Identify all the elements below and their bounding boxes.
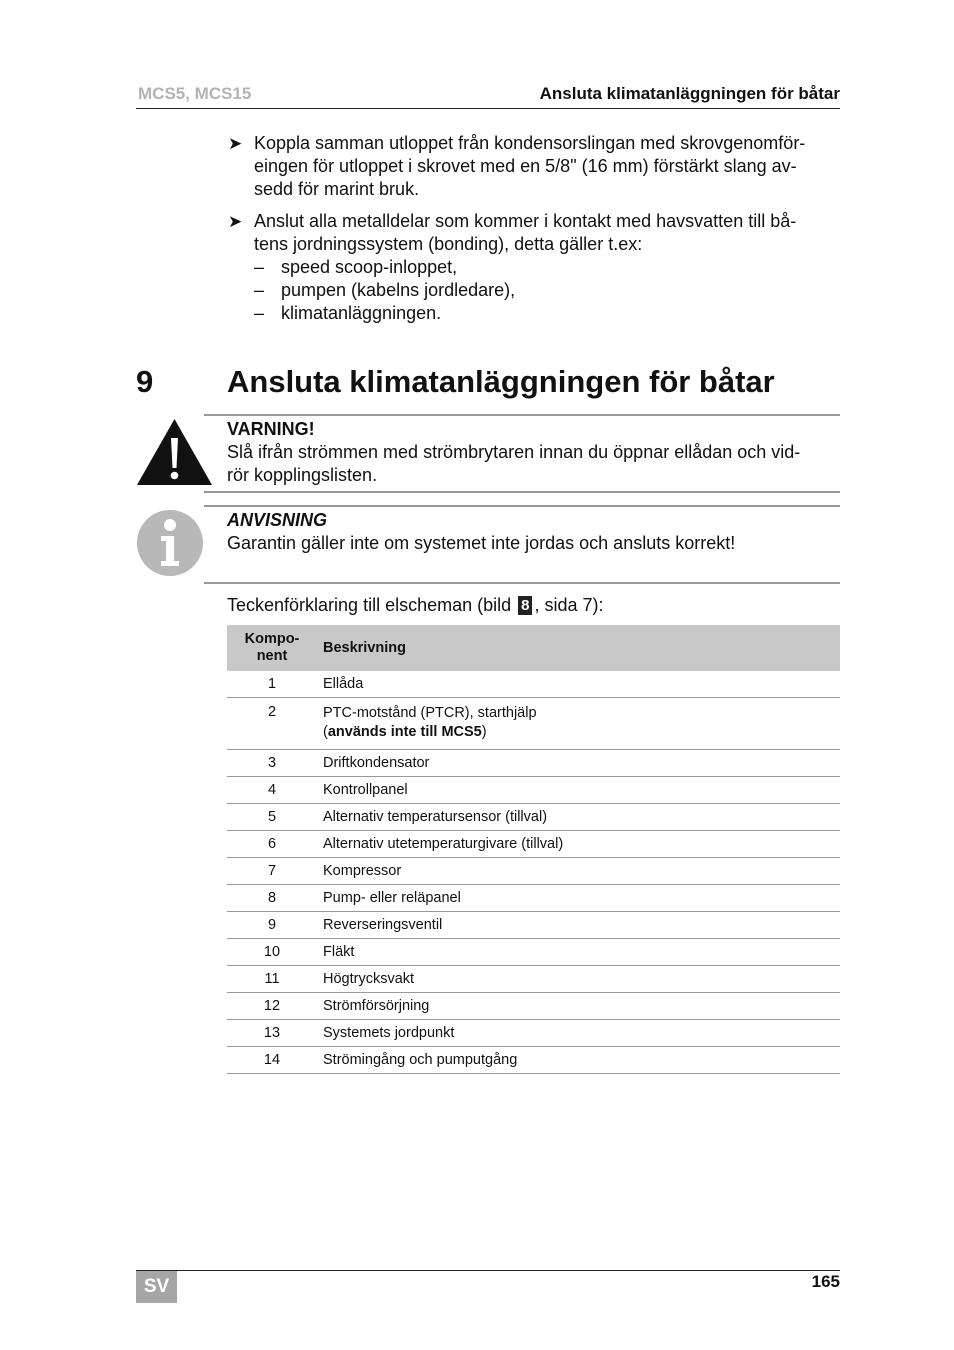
component-number: 7 bbox=[227, 858, 317, 885]
bullet-2-line: Anslut alla metalldelar som kommer i kontakt med havsvatten till bå- bbox=[254, 211, 797, 231]
table-row bbox=[227, 912, 840, 939]
legend-caption: Teckenförklaring till elscheman (bild 8 , sida 7): bbox=[227, 595, 604, 615]
component-number: 8 bbox=[227, 885, 317, 912]
table-row bbox=[227, 939, 840, 966]
component-description: Strömingång och pumputgång bbox=[317, 1047, 840, 1074]
component-description: Kontrollpanel bbox=[317, 777, 840, 804]
component-number: 2 bbox=[227, 698, 317, 750]
bullet-2-line: tens jordningssystem (bonding), detta gäller t.ex: bbox=[254, 234, 643, 254]
component-number: 10 bbox=[227, 939, 317, 966]
component-description: Ellåda bbox=[317, 671, 840, 698]
table-row bbox=[227, 777, 840, 804]
warning-triangle-icon bbox=[136, 418, 213, 486]
component-number: 14 bbox=[227, 1047, 317, 1074]
component-description: Fläkt bbox=[317, 939, 840, 966]
note-title: ANVISNING bbox=[227, 510, 328, 530]
table-row bbox=[227, 1020, 840, 1047]
warning-title: VARNING! bbox=[227, 419, 315, 439]
component-number: 11 bbox=[227, 966, 317, 993]
language-badge: SV bbox=[136, 1271, 177, 1303]
arrow-bullet-icon: ➤ bbox=[228, 212, 243, 231]
sub-list-item: – speed scoop-inloppet, bbox=[254, 257, 458, 277]
info-icon bbox=[136, 509, 204, 577]
instruction-bullet-2 bbox=[228, 210, 842, 256]
bullet-1-line: sedd för marint bruk. bbox=[254, 179, 420, 199]
table-row bbox=[227, 1047, 840, 1074]
header-model: MCS5, MCS15 bbox=[138, 84, 252, 103]
header-section-title: Ansluta klimatanläggningen för båtar bbox=[539, 84, 840, 103]
section-number: 9 bbox=[136, 364, 154, 399]
column-header-description: Beskrivning bbox=[317, 625, 840, 671]
sub-list-item: – klimatanläggningen. bbox=[254, 303, 442, 323]
component-number: 3 bbox=[227, 750, 317, 777]
component-description: Strömförsörjning bbox=[317, 993, 840, 1020]
section-title: Ansluta klimatanläggningen för båtar bbox=[227, 364, 775, 399]
header-divider bbox=[136, 108, 840, 109]
component-number: 4 bbox=[227, 777, 317, 804]
table-row bbox=[227, 698, 840, 750]
component-description: Pump- eller reläpanel bbox=[317, 885, 840, 912]
table-row bbox=[227, 831, 840, 858]
warning-bottom-rule bbox=[204, 491, 840, 493]
sub-list-item: – pumpen (kabelns jordledare), bbox=[254, 280, 516, 300]
table-row bbox=[227, 993, 840, 1020]
note-text: Garantin gäller inte om systemet inte jordas och ansluts korrekt! bbox=[227, 533, 736, 553]
component-description: Reverseringsventil bbox=[317, 912, 840, 939]
component-description: Alternativ utetemperaturgivare (tillval) bbox=[317, 831, 840, 858]
table-header-row bbox=[227, 625, 840, 671]
column-header-component: Kompo- nent bbox=[227, 625, 317, 671]
component-description: Alternativ temperatursensor (tillval) bbox=[317, 804, 840, 831]
table-row bbox=[227, 885, 840, 912]
component-number: 1 bbox=[227, 671, 317, 698]
component-number: 13 bbox=[227, 1020, 317, 1047]
table-row bbox=[227, 858, 840, 885]
instruction-bullet-1 bbox=[228, 132, 842, 201]
component-number: 5 bbox=[227, 804, 317, 831]
note-bottom-rule bbox=[204, 582, 840, 584]
page-number: 165 bbox=[811, 1272, 840, 1291]
figure-reference-badge: 8 bbox=[518, 596, 532, 615]
bullet-1-line: eingen för utloppet i skrovet med en 5/8" (16 mm) förstärkt slang av- bbox=[254, 156, 797, 176]
footer-divider bbox=[136, 1270, 840, 1271]
component-description: PTC-motstånd (PTCR), starthjälp (används inte till MCS5) bbox=[317, 698, 840, 750]
bullet-1-line: Koppla samman utloppet från kondensorslingan med skrovgenomför- bbox=[254, 133, 806, 153]
table-row bbox=[227, 804, 840, 831]
table-row bbox=[227, 671, 840, 698]
component-description: Högtrycksvakt bbox=[317, 966, 840, 993]
note-top-rule bbox=[204, 505, 840, 507]
component-description: Systemets jordpunkt bbox=[317, 1020, 840, 1047]
component-number: 12 bbox=[227, 993, 317, 1020]
model-exception-note: används inte till MCS5 bbox=[327, 724, 482, 740]
component-table bbox=[227, 625, 840, 1074]
component-number: 9 bbox=[227, 912, 317, 939]
warning-text: Slå ifrån strömmen med strömbrytaren innan du öppnar ellådan och vid- rör kopplingslisten. bbox=[227, 442, 801, 485]
component-description: Driftkondensator bbox=[317, 750, 840, 777]
table-row bbox=[227, 966, 840, 993]
component-number: 6 bbox=[227, 831, 317, 858]
table-row bbox=[227, 750, 840, 777]
component-description: Kompressor bbox=[317, 858, 840, 885]
warning-top-rule bbox=[204, 414, 840, 416]
arrow-bullet-icon: ➤ bbox=[228, 134, 243, 153]
